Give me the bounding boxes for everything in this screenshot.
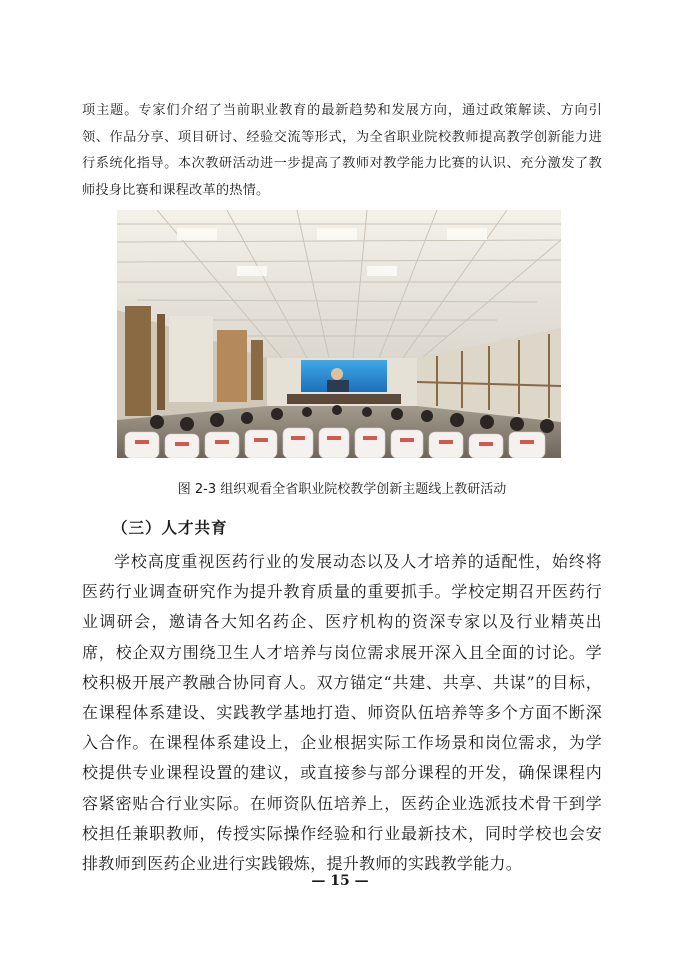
page-number: — 15 — [311,873,369,889]
intro-paragraph: 项主题。专家们介绍了当前职业教育的最新趋势和发展方向，通过政策解读、方向引领、作品分享、项目研讨、经验交流等形式，为全省职业院校教师提高教学创新能力进行系统化指导。本次教研活动进一步提高了教师对教学能力比赛的认识、充分激发了教师投身比赛和课程改革的热情。 [82,103,602,198]
figure-caption: 图 2-3 组织观看全省职业院校教学创新主题线上教研活动 [177,482,507,497]
section-heading: （三）人才共育 [112,518,228,537]
meeting-hall-image [117,210,561,458]
section-body: 学校高度重视医药行业的发展动态以及人才培养的适配性，始终将医药行业调查研究作为提升教育质量的重要抓手。学校定期召开医药行业调研会，邀请各大知名药企、医疗机构的资深专家以及行业精英出席，校企双方围绕卫生人才培养与岗位需求展开深入且全面的讨论。学校积极开展产教融合协同育人。双方锚定“共建、共享、共谋”的目标，在课程体系建设、实践教学基地打造、师资队伍培养等多个方面不断深入合作。在课程体系建设上，企业根据实际工作场景和岗位需求，为学校提供专业课程设置的建议，或直接参与部分课程的开发，确保课程内容紧密贴合行业实际。在师资队伍培养上，医药企业选派技术骨干到学校担任兼职教师，传授实际操作经验和行业最新技术，同时学校也会安排教师到医药企业进行实践锻炼，提升教师的实践教学能力。 [82,552,602,874]
meeting-hall-photo [117,210,561,458]
